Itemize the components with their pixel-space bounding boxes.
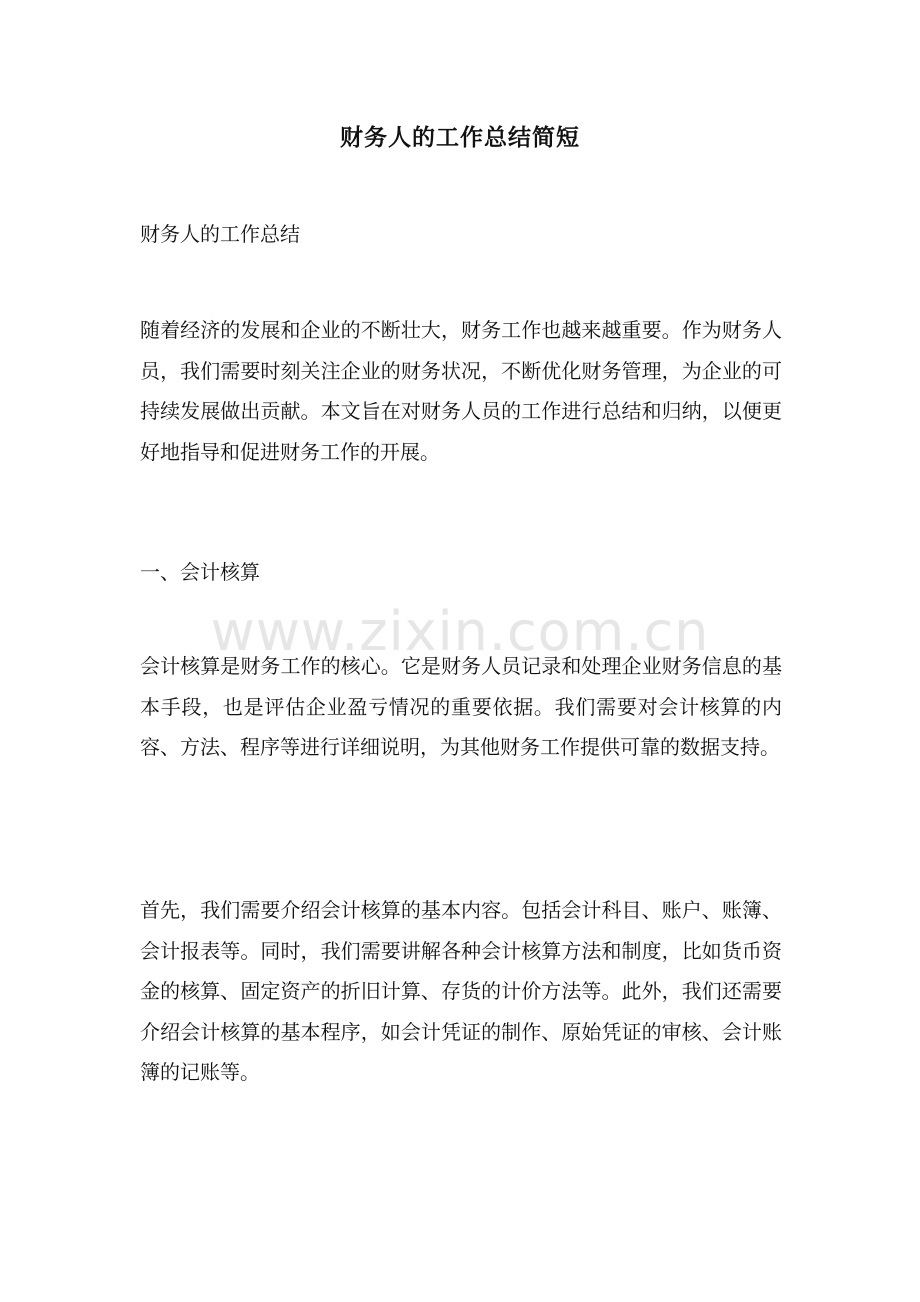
section-heading: 一、会计核算 [140,560,260,584]
section-paragraph-2: 首先，我们需要介绍会计核算的基本内容。包括会计科目、账户、账簿、会计报表等。同时，我们需要讲解各种会计核算方法和制度，比如货币资金的核算、固定资产的折旧计算、存货的计价方法等。此外，我们还需要介绍会计核算的基本程序，如会计凭证的制作、原始凭证的审核、会计账簿的记账等。 [140,898,782,1084]
watermark: www.zixin.com.cn [210,600,710,663]
intro-paragraph: 随着经济的发展和企业的不断壮大，财务工作也越来越重要。作为财务人员，我们需要时刻关注企业的财务状况，不断优化财务管理，为企业的可持续发展做出贡献。本文旨在对财务人员的工作进行总结和归纳，以便更好地指导和促进财务工作的开展。 [140,318,782,464]
document-subtitle: 财务人的工作总结 [140,222,300,246]
section-paragraph-1: 会计核算是财务工作的核心。它是财务人员记录和处理企业财务信息的基本手段，也是评估企业盈亏情况的重要依据。我们需要对会计核算的内容、方法、程序等进行详细说明，为其他财务工作提供可靠的数据支持。 [140,654,782,759]
document-title: 财务人的工作总结简短 [340,124,580,151]
